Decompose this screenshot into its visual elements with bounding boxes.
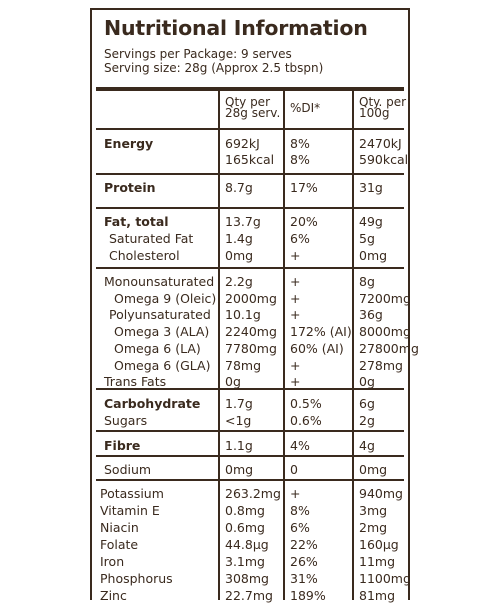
row-label: Sodium — [104, 462, 152, 477]
row-daily-intake: + — [290, 358, 301, 373]
row-label: Folate — [100, 537, 139, 552]
nutrition-panel — [90, 8, 419, 603]
row-qty-per-serve: 263.2mg — [225, 486, 281, 501]
row-qty-per-100g: 2mg — [359, 520, 388, 535]
row-qty-per-100g: 0mg — [359, 248, 388, 263]
row-qty-per-serve: 165kcal — [225, 152, 275, 167]
row-daily-intake: + — [290, 248, 301, 263]
row-qty-per-100g: 278mg — [359, 358, 403, 373]
row-qty-per-serve: 0.6mg — [225, 520, 265, 535]
row-label: Protein — [104, 180, 156, 195]
section-divider — [96, 128, 404, 130]
row-qty-per-serve: 1.7g — [225, 396, 253, 411]
row-qty-per-100g: 4g — [359, 438, 375, 453]
row-daily-intake: + — [290, 274, 301, 289]
row-qty-per-serve: 308mg — [225, 571, 269, 586]
row-qty-per-100g: 36g — [359, 307, 383, 322]
row-daily-intake: 0.5% — [290, 396, 322, 411]
header-per100-line2: 100g — [359, 106, 390, 120]
row-daily-intake: + — [290, 374, 301, 389]
column-divider-serve — [218, 91, 220, 600]
row-label: Sugars — [104, 413, 148, 428]
row-qty-per-100g: 0mg — [359, 462, 388, 477]
row-label: Iron — [100, 554, 125, 569]
row-qty-per-serve: 0.8mg — [225, 503, 265, 518]
row-qty-per-100g: 8000mg — [359, 324, 411, 339]
row-qty-per-serve: 2.2g — [225, 274, 253, 289]
row-daily-intake: + — [290, 291, 301, 306]
row-qty-per-serve: <1g — [225, 413, 252, 428]
row-label: Vitamin E — [100, 503, 160, 518]
section-divider — [96, 267, 404, 269]
row-qty-per-serve: 0g — [225, 374, 241, 389]
header-per-serve-line2: 28g serv. — [225, 106, 281, 120]
row-daily-intake: 20% — [290, 214, 318, 229]
row-qty-per-100g: 5g — [359, 231, 375, 246]
row-label: Phosphorus — [100, 571, 173, 586]
row-label: Trans Fats — [104, 374, 167, 389]
row-qty-per-serve: 0mg — [225, 462, 254, 477]
row-label: Carbohydrate — [104, 396, 201, 411]
row-qty-per-serve: 3.1mg — [225, 554, 265, 569]
row-daily-intake: 26% — [290, 554, 318, 569]
row-daily-intake: 6% — [290, 520, 310, 535]
row-daily-intake: + — [290, 486, 301, 501]
row-label: Polyunsaturated — [109, 307, 211, 322]
row-qty-per-serve: 1.1g — [225, 438, 253, 453]
header-rule — [96, 87, 404, 91]
row-label: Energy — [104, 136, 154, 151]
row-qty-per-100g: 940mg — [359, 486, 403, 501]
row-daily-intake: 8% — [290, 136, 310, 151]
row-daily-intake: 4% — [290, 438, 310, 453]
section-divider — [96, 207, 404, 209]
row-label: Saturated Fat — [109, 231, 194, 246]
row-label: Niacin — [100, 520, 139, 535]
servings-per-package: Servings per Package: 9 serves — [104, 47, 292, 61]
row-daily-intake: 0 — [290, 462, 298, 477]
row-daily-intake: 6% — [290, 231, 310, 246]
row-label: Cholesterol — [109, 248, 180, 263]
row-qty-per-serve: 2000mg — [225, 291, 277, 306]
row-qty-per-100g: 0g — [359, 374, 375, 389]
row-label: Fat, total — [104, 214, 169, 229]
row-qty-per-100g: 3mg — [359, 503, 388, 518]
row-daily-intake: 8% — [290, 503, 310, 518]
column-divider-di — [283, 91, 285, 600]
row-qty-per-100g: 11mg — [359, 554, 396, 569]
row-qty-per-100g: 1100mg — [359, 571, 411, 586]
row-daily-intake: 172% (AI) — [290, 324, 352, 339]
row-qty-per-100g: 7200mg — [359, 291, 411, 306]
row-daily-intake: 60% (AI) — [290, 341, 344, 356]
row-daily-intake: 0.6% — [290, 413, 322, 428]
row-qty-per-serve: 7780mg — [225, 341, 277, 356]
row-label: Potassium — [100, 486, 164, 501]
row-qty-per-100g: 49g — [359, 214, 383, 229]
row-label: Fibre — [104, 438, 141, 453]
section-divider — [96, 479, 404, 481]
row-qty-per-100g: 27800mg — [359, 341, 419, 356]
row-label: Omega 6 (GLA) — [114, 358, 211, 373]
column-divider-per100 — [352, 91, 354, 600]
row-qty-per-serve: 22.7mg — [225, 588, 273, 603]
row-qty-per-100g: 590kcal — [359, 152, 409, 167]
row-qty-per-100g: 6g — [359, 396, 375, 411]
row-qty-per-100g: 31g — [359, 180, 383, 195]
row-label: Zinc — [100, 588, 127, 603]
section-divider — [96, 430, 404, 432]
row-daily-intake: 22% — [290, 537, 318, 552]
row-qty-per-serve: 692kJ — [225, 136, 260, 151]
serving-size: Serving size: 28g (Approx 2.5 tbspn) — [104, 61, 324, 75]
section-divider — [96, 455, 404, 457]
row-daily-intake: 31% — [290, 571, 318, 586]
row-daily-intake: 17% — [290, 180, 318, 195]
row-qty-per-serve: 10.1g — [225, 307, 261, 322]
row-qty-per-serve: 78mg — [225, 358, 262, 373]
section-divider — [96, 173, 404, 175]
header-di: %DI* — [290, 101, 321, 115]
row-qty-per-serve: 44.8µg — [225, 537, 269, 552]
row-qty-per-100g: 2470kJ — [359, 136, 402, 151]
header-per100-line1: Qty. per — [359, 95, 407, 109]
row-qty-per-serve: 8.7g — [225, 180, 253, 195]
row-qty-per-serve: 2240mg — [225, 324, 277, 339]
row-label: Omega 3 (ALA) — [114, 324, 210, 339]
row-qty-per-serve: 1.4g — [225, 231, 253, 246]
row-daily-intake: 8% — [290, 152, 310, 167]
row-qty-per-100g: 2g — [359, 413, 375, 428]
header-per-serve-line1: Qty per — [225, 95, 270, 109]
row-qty-per-serve: 0mg — [225, 248, 254, 263]
row-label: Monounsaturated — [104, 274, 215, 289]
row-qty-per-serve: 13.7g — [225, 214, 261, 229]
panel-title: Nutritional Information — [104, 16, 368, 40]
row-qty-per-100g: 8g — [359, 274, 375, 289]
row-qty-per-100g: 81mg — [359, 588, 396, 603]
row-label: Omega 9 (Oleic) — [114, 291, 217, 306]
row-qty-per-100g: 160µg — [359, 537, 399, 552]
row-label: Omega 6 (LA) — [114, 341, 201, 356]
row-daily-intake: + — [290, 307, 301, 322]
row-daily-intake: 189% — [290, 588, 326, 603]
